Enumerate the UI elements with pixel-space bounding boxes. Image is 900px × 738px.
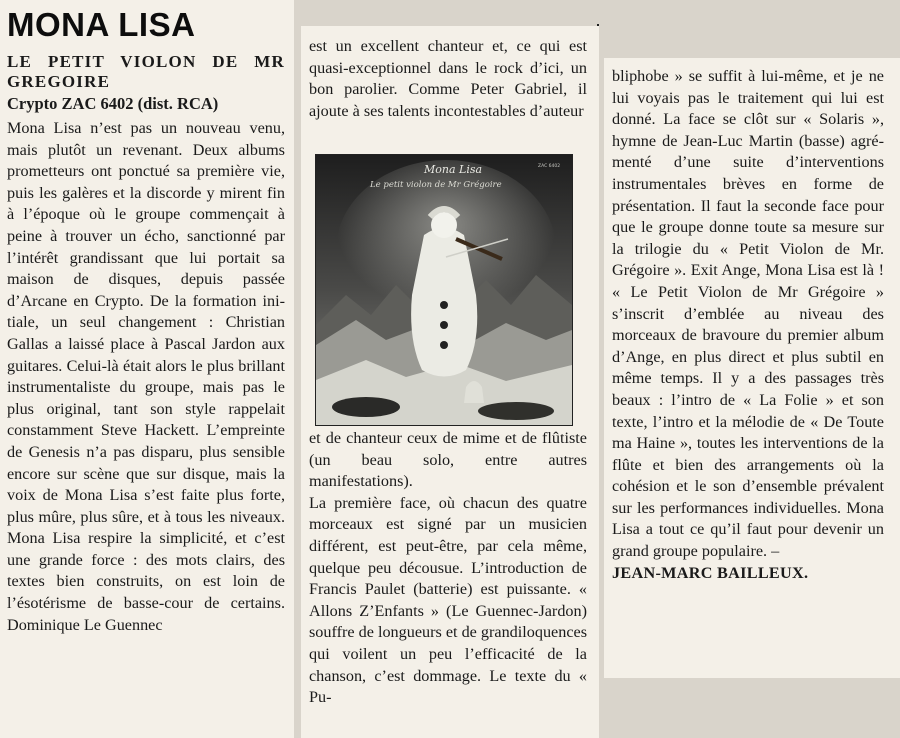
author-signature: JEAN-MARC BAILLEUX. [612, 563, 809, 582]
column-2-paragraph-1: et de chanteur ceux de mime et de flûtiste (un beau solo, entre autres manifestations). [309, 429, 587, 491]
column-3-text [612, 66, 884, 584]
headline: MONA LISA [7, 6, 196, 43]
column-2-top-paragraph: est un excellent chanteur et, ce qui est quasi-exceptionnel dans le rock d’ici, un bon parolier. Comme Peter Gabriel, il ajoute à ses talents incontestables d’auteur [309, 37, 587, 120]
cover-catalog: ZAC 6402 [538, 164, 561, 169]
release-info: Crypto ZAC 6402 (dist. RCA) [7, 94, 219, 113]
column-2-paragraph-2: La première face, où chacun des quatre morceaux est signé par un musicien différent, est peut-être, par cela même, quelque peu décousue. L’introduction de Francis Paulet (batterie) est puissante. « Allons Z’Enfants » (Le Guennec-Jardon) souffre de longueurs et de grandiloquences qui voilent un peu l’efficacité de la chanson, c’est dommage. Le texte du « Pu- [309, 493, 587, 707]
column-2-bottom-text [309, 428, 587, 709]
article-column-3 [604, 58, 900, 678]
column-2-top-text [309, 36, 587, 122]
article-column-1 [0, 0, 294, 738]
cover-band-name: Mona Lisa [424, 163, 483, 176]
column-3-paragraph: bliphobe » se suffit à lui-même, et je ne lui voyais pas le traitement qui lui est donné. La face se clôt sur « Solaris », hymne de Jean-Luc Martin (basse) agrémenté d’une suite d’interventions instrumentales brèves en forme de présentation. Il faut la seconde face pour que le groupe donne toute sa mesure sur la trilogie du « Petit Violon de Mr. Grégoire ». Exit Ange, Mona Lisa est là ! « Le Petit Violon de Mr Grégoire » s’inscrit d’emblée au niveau des morceaux de bravoure du premier album d’Ange, en plus direct et plus subtil en même temps. Il y a des passages très beaux : l’intro de « La Folie » et son texte, l’intro et la mélodie de « De Toute ma Haine », toutes les interventions de la flûte et bien des arrangements où la cohésion et le son d’ensemble prévalent sur les performances individuelles. Mona Lisa a tout ce qu’il faut pour devenir un grand groupe populaire. – [612, 67, 884, 561]
cover-title: Le petit violon de Mr Grégoire [370, 180, 502, 190]
article-column-2 [301, 26, 599, 738]
album-title: LE PETIT VIOLON DE MR GREGOIRE [7, 52, 285, 91]
album-cover-image [315, 154, 573, 426]
column-1-paragraph: Mona Lisa n’est pas un nouveau venu, mais plutôt un revenant. Deux albums prometteurs ont ponctué sa première vie, puis les galères et la discorde y mirent fin à l’époque où le groupe commençait à peine à trouver un écho, sanctionné par l’intérêt grandissant que lui portait sa maison de disques, depuis passée d’Arcane en Crypto. De la formation initiale, un seul changement : Christian Gallas a laissé place à Pascal Jardon aux guitares. Celui-là était alors le plus brillant instrumentaliste du groupe, mais pas le plus original, tant son style rappelait constamment Steve Hackett. L’empreinte de Genesis n’a pas disparu, plus sensible encore sur scène que sur disque, mais la voix de Mona Lisa s’est faite plus forte, plus mûre, plus sûre, et à tous les niveaux. Mona Lisa respire la simplicité, et c’est une grande force : des mots clairs, des textes bien construits, on est loin de l’ésotérisme de basse-cour de certains. Dominique Le Guennec [7, 119, 285, 634]
column-1-text [7, 118, 285, 636]
